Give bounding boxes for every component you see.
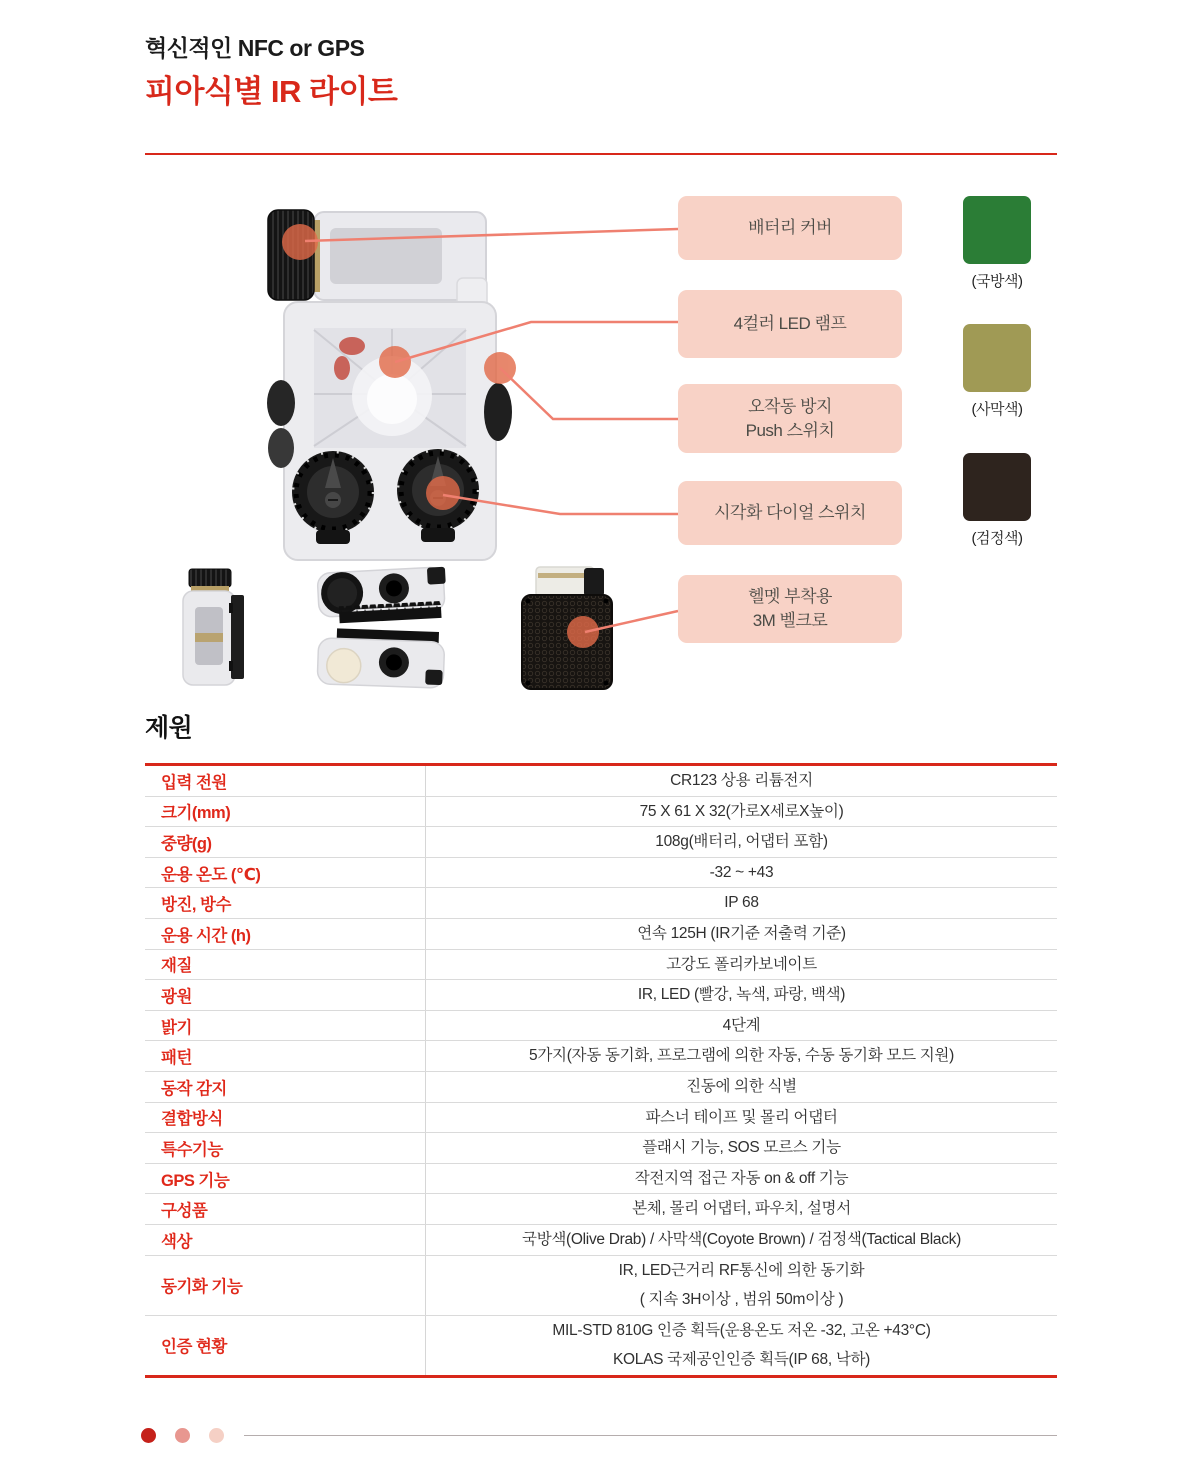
spec-value [426,919,1057,949]
spec-value-line: 플래시 기능, SOS 모르스 기능 [642,1139,841,1157]
spec-value [426,950,1057,980]
spec-label: 결합방식 [145,1103,426,1133]
spec-row [145,1133,1057,1164]
spec-value-line: MIL-STD 810G 인증 획득(운용온도 저온 -32, 고온 +43°C) [552,1321,931,1339]
spec-value [426,797,1057,827]
spec-value [426,766,1057,796]
pager-dot [175,1428,190,1443]
product-photo-top-bottom [317,567,447,688]
spec-row [145,1225,1057,1256]
spec-row [145,888,1057,919]
spec-row [145,950,1057,981]
spec-value [426,1225,1057,1255]
spec-row [145,919,1057,950]
spec-row [145,827,1057,858]
spec-value-line: 본체, 몰리 어댑터, 파우치, 설명서 [632,1200,851,1218]
led-dome [367,374,417,424]
spec-value [426,888,1057,918]
spec-value [426,980,1057,1010]
spec-value-line: IR, LED (빨강, 녹색, 파랑, 백색) [637,986,846,1004]
spec-label: 밝기 [145,1011,426,1041]
spec-row [145,1316,1057,1375]
product-photo-side [183,569,244,685]
spec-label: 패턴 [145,1041,426,1071]
spec-row [145,858,1057,889]
spec-value-line: 진동에 의한 식별 [686,1077,797,1095]
spec-row [145,797,1057,828]
spec-value [426,1316,1057,1375]
footer-divider [244,1435,1057,1436]
spec-value-line: CR123 상용 리튬전지 [670,772,813,789]
callout-push-switch: 오작동 방지 Push 스위치 [678,384,902,453]
spec-label: 구성품 [145,1194,426,1224]
spec-value [426,1072,1057,1102]
spec-value [426,1194,1057,1224]
spec-row [145,1103,1057,1134]
spec-label: 크기(mm) [145,797,426,827]
spec-label: 입력 전원 [145,766,426,796]
push-switch [484,383,512,441]
page-title: 피아식별 IR 라이트 [145,74,398,109]
spec-row [145,1011,1057,1042]
pager-dot [209,1428,224,1443]
spec-value-line: 4단계 [722,1016,761,1034]
callout-velcro: 헬멧 부착용 3M 벨크로 [678,575,902,643]
spec-label: 색상 [145,1225,426,1255]
spec-value-line: 연속 125H (IR기준 저출력 기준) [637,924,846,942]
spec-value [426,827,1057,857]
spec-row [145,1164,1057,1195]
spec-label: 동작 감지 [145,1072,426,1102]
spec-value-line: ( 지속 3H이상 , 범위 50m이상 ) [639,1291,844,1309]
spec-heading: 제원 [145,714,193,742]
spec-value [426,1011,1057,1041]
page-subtitle: 혁신적인 NFC or GPS [145,35,365,61]
callout-battery-cover: 배터리 커버 [678,196,902,260]
spec-value-line: 국방색(Olive Drab) / 사막색(Coyote Brown) / 검정색(Tactical Black) [522,1230,961,1248]
callout-led-lamp: 4컬러 LED 램프 [678,290,902,358]
spec-row [145,766,1057,797]
spec-row [145,1194,1057,1225]
spec-value [426,1103,1057,1133]
spec-label: 운용 온도 (℃) [145,858,426,888]
spec-value-line: -32 ~ +43 [709,863,774,881]
spec-label: 인증 현황 [145,1316,426,1375]
product-figure [145,175,1057,700]
spec-label: GPS 기능 [145,1164,426,1194]
spec-value [426,858,1057,888]
spec-value-line: 파스너 테이프 및 몰리 어댑터 [645,1108,838,1126]
spec-label: 방진, 방수 [145,888,426,918]
spec-value [426,1133,1057,1163]
product-photo-main [267,210,512,560]
spec-value-line: 작전지역 접근 자동 on & off 기능 [634,1169,849,1187]
spec-label: 특수기능 [145,1133,426,1163]
spec-row [145,1256,1057,1316]
color-swatch-olive-drab [963,196,1031,264]
spec-row [145,980,1057,1011]
left-connector [267,380,295,426]
color-swatch-label: (국방색) [971,273,1023,290]
header-divider [145,153,1057,155]
spec-value-line: 75 X 61 X 32(가로X세로X높이) [639,802,844,820]
spec-label: 중량(g) [145,827,426,857]
color-swatch-tactical-black [963,453,1031,521]
spec-value-line: 고강도 폴리카보네이트 [666,955,817,973]
spec-row [145,1072,1057,1103]
spec-value-line: IP 68 [724,894,759,912]
callout-dial-switch: 시각화 다이얼 스위치 [678,481,902,545]
spec-label: 운용 시간 (h) [145,919,426,949]
spec-label: 재질 [145,950,426,980]
spec-value-line: IR, LED근거리 RF통신에 의한 동기화 [618,1261,865,1279]
spec-value-line: KOLAS 국제공인인증 획득(IP 68, 낙하) [612,1351,871,1369]
callout-dot-velcro [567,616,599,648]
spec-table [145,763,1057,1378]
spec-value [426,1256,1057,1315]
spec-value-line: 108g(배터리, 어댑터 포함) [655,833,828,851]
spec-value [426,1164,1057,1194]
spec-label: 광원 [145,980,426,1010]
color-swatch-label: (검정색) [971,530,1023,547]
callout-dot-dial [426,476,460,510]
color-swatch-coyote-brown [963,324,1031,392]
callout-line-push [500,368,678,419]
pager-dot-active [141,1428,156,1443]
spec-label: 동기화 기능 [145,1256,426,1315]
spec-value-line: 5가지(자동 동기화, 프로그램에 의한 자동, 수동 동기화 모드 지원) [529,1047,954,1065]
spec-row [145,1041,1057,1072]
spec-value [426,1041,1057,1071]
color-swatch-label: (사막색) [971,401,1023,418]
